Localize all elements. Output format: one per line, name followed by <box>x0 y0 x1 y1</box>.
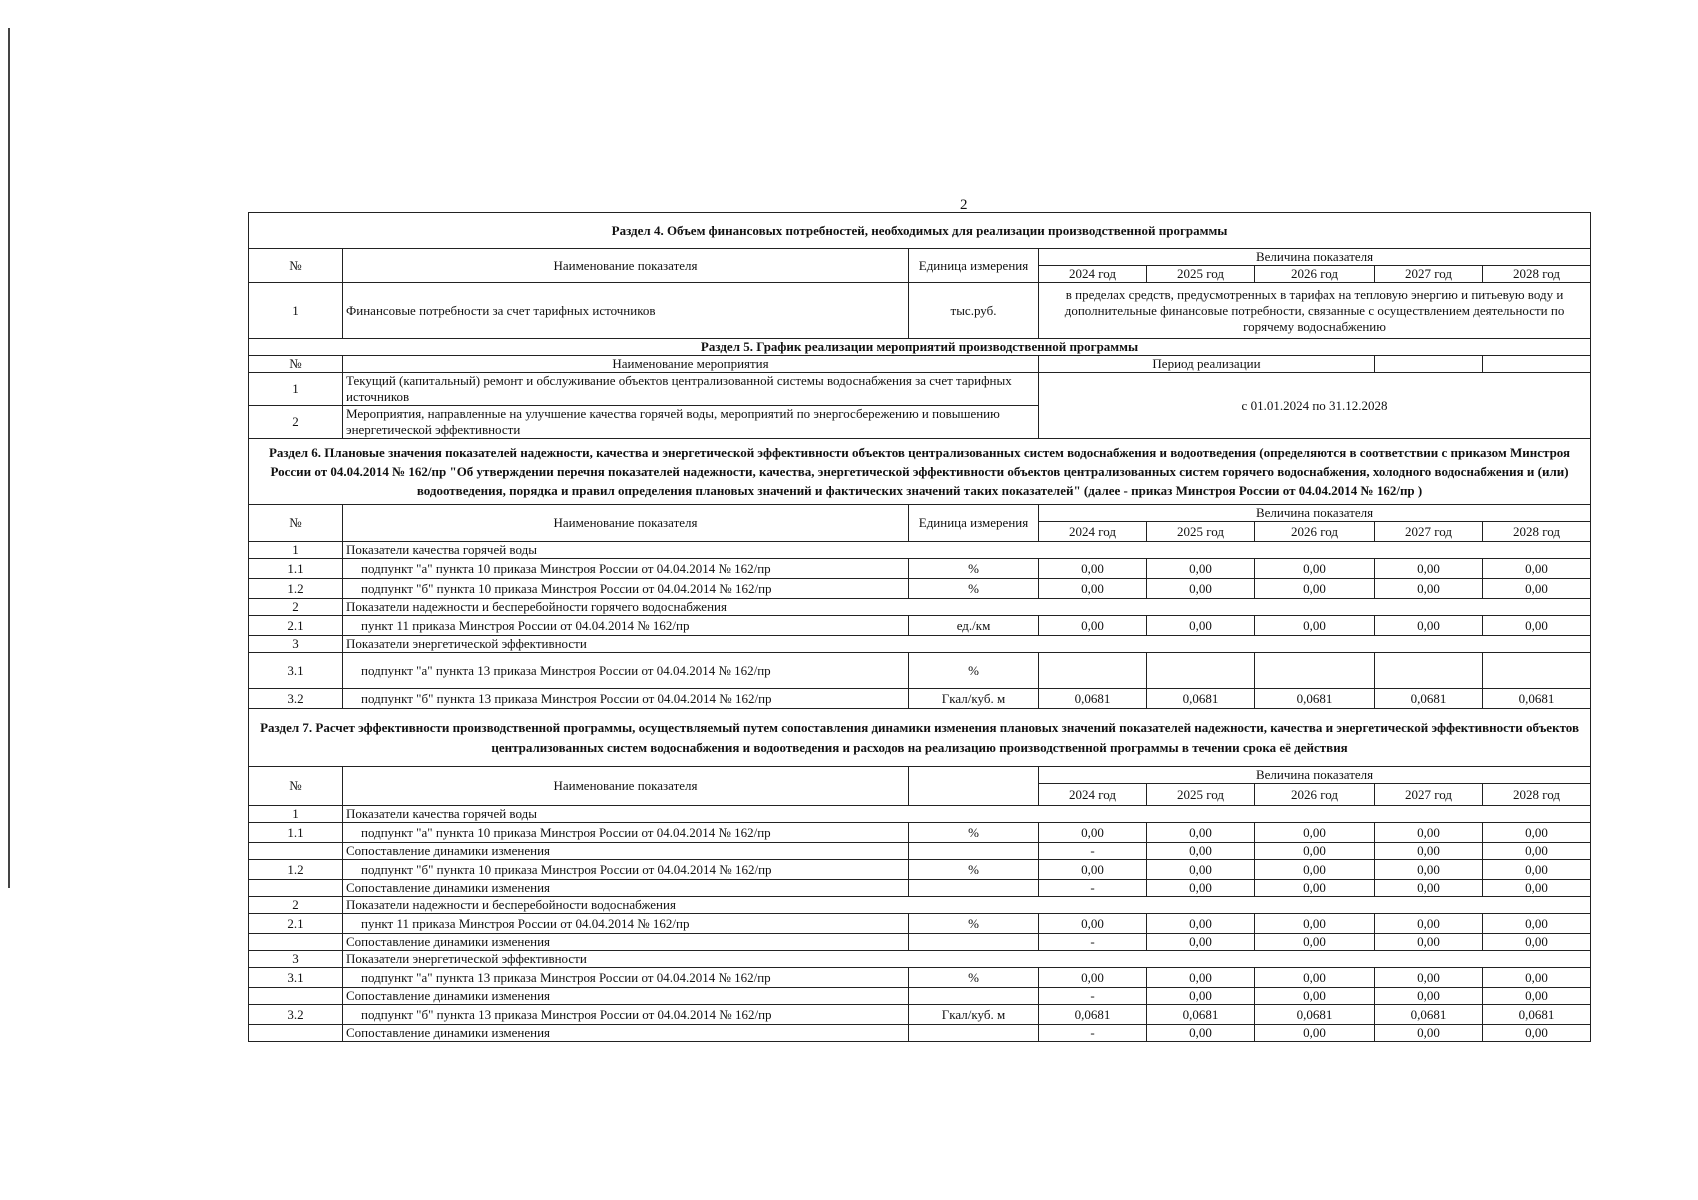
row-unit: % <box>909 968 1039 988</box>
row-value: 0,00 <box>1483 579 1591 599</box>
compare-label: Сопоставление динамики изменения <box>343 880 909 897</box>
s5-name-header: Наименование мероприятия <box>343 356 1039 373</box>
table-row <box>249 897 1591 914</box>
row-value: 0,0681 <box>1039 1005 1147 1025</box>
s7-num-header: № <box>249 767 343 806</box>
s4-num-header: № <box>249 249 343 283</box>
row-num: 1 <box>249 542 343 559</box>
row-unit: ед./км <box>909 616 1039 636</box>
compare-num-empty <box>249 843 343 860</box>
compare-value: 0,00 <box>1147 988 1255 1005</box>
compare-value: 0,00 <box>1375 988 1483 1005</box>
row-value: 0,00 <box>1039 579 1147 599</box>
document-tables <box>248 212 1590 1042</box>
row-value: 0,00 <box>1255 860 1375 880</box>
s6-year-2026: 2026 год <box>1255 522 1375 542</box>
row-unit: Гкал/куб. м <box>909 689 1039 709</box>
row-unit: % <box>909 823 1039 843</box>
row-value-note: в пределах средств, предусмотренных в тарифах на тепловую энергию и питьевую воду и дополнительные финансовые потребности, связанные с осуществлением деятельности по горячему водоснабжению <box>1039 283 1591 339</box>
table-row <box>249 823 1591 843</box>
s5-period-header: Период реализации <box>1039 356 1375 373</box>
compare-label: Сопоставление динамики изменения <box>343 934 909 951</box>
row-value: 0,00 <box>1147 579 1255 599</box>
compare-unit-empty <box>909 1025 1039 1042</box>
s6-name-header: Наименование показателя <box>343 505 909 542</box>
compare-value: - <box>1039 988 1147 1005</box>
row-group-name: Показатели энергетической эффективности <box>343 951 1591 968</box>
page-number: 2 <box>960 197 968 213</box>
s4-year-2027: 2027 год <box>1375 266 1483 283</box>
row-num: 3.1 <box>249 968 343 988</box>
row-value: 0,00 <box>1483 968 1591 988</box>
compare-value: 0,00 <box>1147 880 1255 897</box>
row-num: 3 <box>249 636 343 653</box>
row-value: 0,00 <box>1483 559 1591 579</box>
row-value: 0,00 <box>1039 914 1147 934</box>
program-table <box>248 212 1591 1042</box>
row-value: 0,00 <box>1255 914 1375 934</box>
compare-num-empty <box>249 1025 343 1042</box>
s7-name-header: Наименование показателя <box>343 767 909 806</box>
row-num: 3.2 <box>249 1005 343 1025</box>
row-name: подпункт "б" пункта 13 приказа Минстроя России от 04.04.2014 № 162/пр <box>343 1005 909 1025</box>
s5-empty-cell <box>1375 356 1483 373</box>
row-name: подпункт "а" пункта 10 приказа Минстроя России от 04.04.2014 № 162/пр <box>343 559 909 579</box>
row-num: 2 <box>249 406 343 439</box>
row-name: Мероприятия, направленные на улучшение качества горячей воды, мероприятий по энергосбережению и повышению энергетической эффективности <box>343 406 1039 439</box>
compare-unit-empty <box>909 934 1039 951</box>
s7-year-2028: 2028 год <box>1483 784 1591 806</box>
s6-unit-header: Единица измерения <box>909 505 1039 542</box>
compare-row <box>249 1025 1591 1042</box>
row-value: 0,00 <box>1255 968 1375 988</box>
compare-value: 0,00 <box>1255 934 1375 951</box>
row-value: 0,00 <box>1375 616 1483 636</box>
row-name: пункт 11 приказа Минстроя России от 04.04.2014 № 162/пр <box>343 616 909 636</box>
row-num: 1.1 <box>249 823 343 843</box>
compare-value: 0,00 <box>1375 934 1483 951</box>
row-value <box>1039 653 1147 689</box>
row-group-name: Показатели качества горячей воды <box>343 806 1591 823</box>
row-unit: % <box>909 860 1039 880</box>
row-num: 1.2 <box>249 860 343 880</box>
row-value: 0,0681 <box>1483 1005 1591 1025</box>
table-row <box>249 636 1591 653</box>
compare-value: 0,00 <box>1255 880 1375 897</box>
row-value <box>1375 653 1483 689</box>
table-row <box>249 689 1591 709</box>
s6-value-header: Величина показателя <box>1039 505 1591 522</box>
row-num: 1.2 <box>249 579 343 599</box>
table-row <box>249 968 1591 988</box>
table-row <box>249 1005 1591 1025</box>
s6-year-2025: 2025 год <box>1147 522 1255 542</box>
table-row <box>249 914 1591 934</box>
compare-num-empty <box>249 880 343 897</box>
table-row <box>249 283 1591 339</box>
compare-value: 0,00 <box>1255 1025 1375 1042</box>
row-value: 0,00 <box>1255 823 1375 843</box>
table-row <box>249 951 1591 968</box>
table-row <box>249 860 1591 880</box>
compare-label: Сопоставление динамики изменения <box>343 988 909 1005</box>
row-unit: % <box>909 653 1039 689</box>
row-num: 3 <box>249 951 343 968</box>
row-value: 0,00 <box>1147 616 1255 636</box>
row-group-name: Показатели энергетической эффективности <box>343 636 1591 653</box>
row-value: 0,00 <box>1147 823 1255 843</box>
row-value: 0,0681 <box>1255 689 1375 709</box>
row-num: 1 <box>249 283 343 339</box>
s7-year-2026: 2026 год <box>1255 784 1375 806</box>
row-value: 0,0681 <box>1483 689 1591 709</box>
row-value: 0,0681 <box>1375 689 1483 709</box>
row-value: 0,00 <box>1147 559 1255 579</box>
compare-value: - <box>1039 1025 1147 1042</box>
row-value: 0,00 <box>1255 616 1375 636</box>
compare-label: Сопоставление динамики изменения <box>343 1025 909 1042</box>
table-row <box>249 373 1591 406</box>
section5-title: Раздел 5. График реализации мероприятий производственной программы <box>249 339 1591 356</box>
row-unit: Гкал/куб. м <box>909 1005 1039 1025</box>
compare-value: 0,00 <box>1483 843 1591 860</box>
row-unit: тыс.руб. <box>909 283 1039 339</box>
row-value: 0,00 <box>1483 860 1591 880</box>
table-row <box>249 653 1591 689</box>
row-value: 0,00 <box>1255 559 1375 579</box>
row-value: 0,00 <box>1039 860 1147 880</box>
s4-year-2028: 2028 год <box>1483 266 1591 283</box>
s4-year-2026: 2026 год <box>1255 266 1375 283</box>
section7-title: Раздел 7. Расчет эффективности производственной программы, осуществляемый путем сопоставления динамики изменения плановых значений показателей надежности, качества и энергетической эффективности объектов централизованных систем водоснабжения и водоотведения и расходов на реализацию производственной программы в течении срока её действия <box>249 709 1591 767</box>
s6-year-2028: 2028 год <box>1483 522 1591 542</box>
row-value <box>1483 653 1591 689</box>
section6-title: Раздел 6. Плановые значения показателей надежности, качества и энергетической эффективности объектов централизованных систем водоснабжения и водоотведения (определяются в соответствии с приказом Минстроя России от 04.04.2014 № 162/пр "Об утверждении перечня показателей надежности, качества, энергетической эффективности объектов централизованных систем горячего водоснабжения, холодного водоснабжения и (или) водоотведения, порядка и правил определения плановых значений и фактических значений таких показателей" (далее - приказ Минстроя России от 04.04.2014 № 162/пр ) <box>249 439 1591 505</box>
s4-unit-header: Единица измерения <box>909 249 1039 283</box>
table-row <box>249 616 1591 636</box>
row-num: 1 <box>249 806 343 823</box>
row-name: Текущий (капитальный) ремонт и обслуживание объектов централизованной системы водоснабжения за счет тарифных источников <box>343 373 1039 406</box>
row-value: 0,00 <box>1375 823 1483 843</box>
s5-num-header: № <box>249 356 343 373</box>
row-value: 0,0681 <box>1039 689 1147 709</box>
row-value: 0,00 <box>1147 914 1255 934</box>
row-value: 0,00 <box>1039 616 1147 636</box>
row-value <box>1147 653 1255 689</box>
row-value: 0,00 <box>1483 823 1591 843</box>
compare-unit-empty <box>909 988 1039 1005</box>
compare-row <box>249 880 1591 897</box>
section7-body <box>249 806 1591 1042</box>
row-value: 0,00 <box>1147 968 1255 988</box>
row-value <box>1255 653 1375 689</box>
compare-value: 0,00 <box>1483 880 1591 897</box>
row-value: 0,0681 <box>1147 1005 1255 1025</box>
compare-value: 0,00 <box>1375 880 1483 897</box>
compare-value: 0,00 <box>1483 934 1591 951</box>
compare-unit-empty <box>909 880 1039 897</box>
row-num: 3.2 <box>249 689 343 709</box>
row-value: 0,00 <box>1375 914 1483 934</box>
row-name: пункт 11 приказа Минстроя России от 04.04.2014 № 162/пр <box>343 914 909 934</box>
row-num: 2.1 <box>249 914 343 934</box>
table-row <box>249 559 1591 579</box>
row-name: подпункт "а" пункта 13 приказа Минстроя России от 04.04.2014 № 162/пр <box>343 653 909 689</box>
table-row <box>249 542 1591 559</box>
row-name: подпункт "а" пункта 13 приказа Минстроя России от 04.04.2014 № 162/пр <box>343 968 909 988</box>
s7-year-2027: 2027 год <box>1375 784 1483 806</box>
compare-value: 0,00 <box>1255 988 1375 1005</box>
row-num: 2 <box>249 599 343 616</box>
row-value: 0,00 <box>1375 559 1483 579</box>
s6-year-2024: 2024 год <box>1039 522 1147 542</box>
row-name: подпункт "б" пункта 10 приказа Минстроя России от 04.04.2014 № 162/пр <box>343 860 909 880</box>
row-unit: % <box>909 579 1039 599</box>
s4-year-2024: 2024 год <box>1039 266 1147 283</box>
row-num: 1 <box>249 373 343 406</box>
scan-edge-line <box>8 28 10 888</box>
s5-empty-cell <box>1483 356 1591 373</box>
compare-value: 0,00 <box>1147 843 1255 860</box>
row-group-name: Показатели надежности и бесперебойности водоснабжения <box>343 897 1591 914</box>
row-value: 0,00 <box>1483 616 1591 636</box>
s7-value-header: Величина показателя <box>1039 767 1591 784</box>
s4-name-header: Наименование показателя <box>343 249 909 283</box>
s5-period-value: с 01.01.2024 по 31.12.2028 <box>1039 373 1591 439</box>
compare-row <box>249 934 1591 951</box>
compare-value: 0,00 <box>1375 843 1483 860</box>
table-row <box>249 579 1591 599</box>
row-value: 0,00 <box>1039 559 1147 579</box>
row-value: 0,00 <box>1375 579 1483 599</box>
s7-year-2024: 2024 год <box>1039 784 1147 806</box>
row-value: 0,00 <box>1375 968 1483 988</box>
row-value: 0,0681 <box>1255 1005 1375 1025</box>
section6-body <box>249 542 1591 709</box>
row-num: 2 <box>249 897 343 914</box>
row-value: 0,00 <box>1039 968 1147 988</box>
compare-value: - <box>1039 880 1147 897</box>
row-value: 0,00 <box>1255 579 1375 599</box>
row-group-name: Показатели надежности и бесперебойности горячего водоснабжения <box>343 599 1591 616</box>
compare-row <box>249 843 1591 860</box>
row-value: 0,00 <box>1039 823 1147 843</box>
table-row <box>249 599 1591 616</box>
s6-num-header: № <box>249 505 343 542</box>
row-num: 1.1 <box>249 559 343 579</box>
s6-year-2027: 2027 год <box>1375 522 1483 542</box>
compare-label: Сопоставление динамики изменения <box>343 843 909 860</box>
s4-year-2025: 2025 год <box>1147 266 1255 283</box>
row-name: подпункт "б" пункта 13 приказа Минстроя России от 04.04.2014 № 162/пр <box>343 689 909 709</box>
s7-year-2025: 2025 год <box>1147 784 1255 806</box>
row-name: подпункт "а" пункта 10 приказа Минстроя России от 04.04.2014 № 162/пр <box>343 823 909 843</box>
row-name: Финансовые потребности за счет тарифных источников <box>343 283 909 339</box>
compare-num-empty <box>249 934 343 951</box>
row-name: подпункт "б" пункта 10 приказа Минстроя России от 04.04.2014 № 162/пр <box>343 579 909 599</box>
row-value: 0,0681 <box>1147 689 1255 709</box>
row-unit: % <box>909 914 1039 934</box>
row-value: 0,00 <box>1483 914 1591 934</box>
row-group-name: Показатели качества горячей воды <box>343 542 1591 559</box>
s4-value-header: Величина показателя <box>1039 249 1591 266</box>
compare-value: - <box>1039 934 1147 951</box>
compare-num-empty <box>249 988 343 1005</box>
row-value: 0,00 <box>1375 860 1483 880</box>
row-value: 0,00 <box>1147 860 1255 880</box>
row-unit: % <box>909 559 1039 579</box>
section4-title: Раздел 4. Объем финансовых потребностей, необходимых для реализации производственной программы <box>249 213 1591 249</box>
compare-value: 0,00 <box>1147 1025 1255 1042</box>
row-num: 3.1 <box>249 653 343 689</box>
compare-value: 0,00 <box>1255 843 1375 860</box>
row-value: 0,0681 <box>1375 1005 1483 1025</box>
compare-value: - <box>1039 843 1147 860</box>
compare-value: 0,00 <box>1147 934 1255 951</box>
compare-unit-empty <box>909 843 1039 860</box>
compare-value: 0,00 <box>1375 1025 1483 1042</box>
table-row <box>249 806 1591 823</box>
compare-row <box>249 988 1591 1005</box>
compare-value: 0,00 <box>1483 988 1591 1005</box>
compare-value: 0,00 <box>1483 1025 1591 1042</box>
row-num: 2.1 <box>249 616 343 636</box>
s7-unit-header-empty <box>909 767 1039 806</box>
